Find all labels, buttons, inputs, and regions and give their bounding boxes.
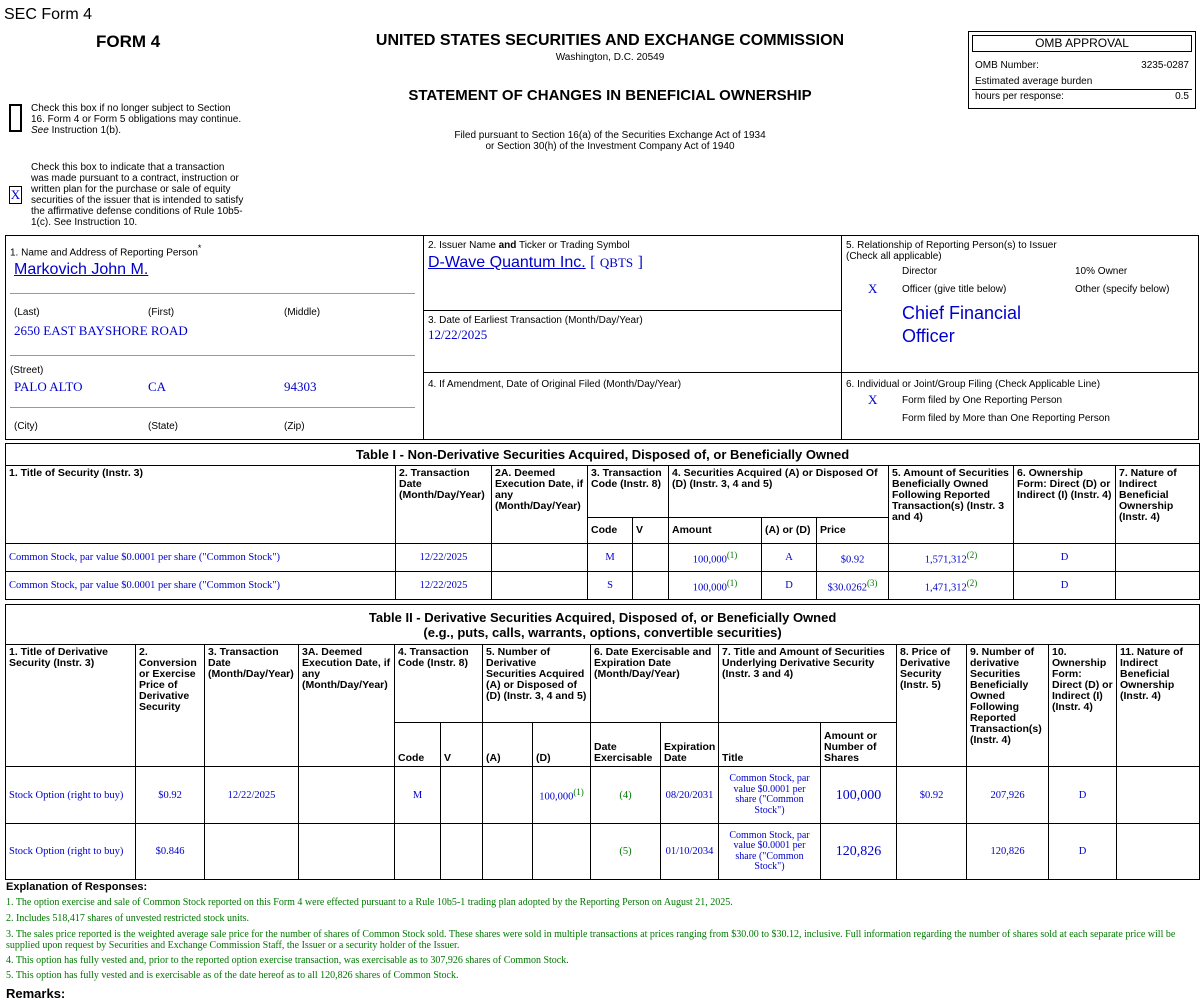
zip-value: 94303 (284, 379, 317, 394)
issuer-name-line: D-Wave Quantum Inc. [ QBTS ] (428, 254, 643, 271)
t2-h-conversion: 2. Conversion or Exercise Price of Derivative Security (136, 645, 205, 767)
t1-r2-aord: D (762, 572, 817, 600)
t1-h-amount-owned: 5. Amount of Securities Beneficially Owned Following Reported Transaction(s) (Instr. 3 and 4) (889, 466, 1014, 544)
t2-r2-owned: 120,826 (967, 824, 1049, 880)
agency-title: UNITED STATES SECURITIES AND EXCHANGE COMMISSION (375, 32, 845, 49)
statement-title: STATEMENT OF CHANGES IN BENEFICIAL OWNERSHIP (408, 87, 812, 104)
table-row (6, 767, 1200, 824)
table-1-title: Table I - Non-Derivative Securities Acquired, Disposed of, or Beneficially Owned (6, 444, 1200, 466)
filing-label: 6. Individual or Joint/Group Filing (Check Applicable Line) (846, 379, 1101, 390)
form-title: FORM 4 (96, 32, 161, 51)
filing-check-mark[interactable]: X (868, 392, 878, 407)
footnote-1: 1. The option exercise and sale of Common Stock reported on this Form 4 were effected pursuant to a Rule 10b5-1 trading plan adopted by the Reporting Person on August 21, 2025. (6, 897, 733, 908)
t2-sub-amount: Amount or Number of Shares (821, 723, 897, 767)
t1-r1-amount: 100,000$^{(1)}$ (669, 544, 762, 572)
state-value: CA (148, 379, 167, 394)
omb-hours-label: hours per response: (975, 91, 1064, 102)
earliest-date-label: 3. Date of Earliest Transaction (Month/Day/Year) (428, 315, 643, 326)
t1-r2-date: 12/22/2025 (396, 572, 492, 600)
t2-r1-price: $0.92 (136, 767, 205, 824)
ten-pct-owner-option: 10% Owner (1075, 266, 1128, 277)
t1-r2-owned: 1,471,312$^{(2)}$ (889, 572, 1014, 600)
t2-h-owned: 9. Number of derivative Securities Beneficially Owned Following Reported Transaction(s) (Instr. 4) (967, 645, 1049, 767)
remarks-heading: Remarks: (6, 986, 66, 1001)
t1-r2-form: D (1014, 572, 1116, 600)
t2-r2-underlying-amount: 120,826 (821, 824, 897, 880)
filing-one-person: Form filed by One Reporting Person (902, 395, 1063, 406)
t2-r1-underlying-amount: 100,000 (821, 767, 897, 824)
no-longer-subject-text: Check this box if no longer subject to Section 16. Form 4 or Form 5 obligations may continue. See Instruction 1(b). (31, 103, 242, 136)
t2-h-title: 1. Title of Derivative Security (Instr. 3) (6, 645, 136, 767)
t2-h-number: 5. Number of Derivative Securities Acquired (A) or Disposed of (D) (Instr. 3, 4 and 5) (483, 645, 591, 723)
table-1-non-derivative (5, 443, 1200, 600)
t2-r1-date: 12/22/2025 (205, 767, 299, 824)
t2-sub-exercisable: Date Exercisable (591, 723, 661, 767)
omb-burden-label: Estimated average burden (975, 76, 1093, 87)
footnote-4: 4. This option has fully vested and, prior to the reported option exercise transaction, was exercisable as to 307,926 shares of Common Stock. (6, 955, 569, 966)
omb-approval-box (968, 31, 1196, 109)
t1-r1-date: 12/22/2025 (396, 544, 492, 572)
t1-h-date: 2. Transaction Date (Month/Day/Year) (396, 466, 492, 544)
table-2-derivative (5, 604, 1200, 880)
street-value: 2650 EAST BAYSHORE ROAD (14, 323, 188, 338)
sec-form-label: SEC Form 4 (4, 6, 93, 23)
t2-h-code: 4. Transaction Code (Instr. 8) (395, 645, 483, 723)
t1-r2-amount: 100,000$^{(1)}$ (669, 572, 762, 600)
table-2-title: Table II - Derivative Securities Acquired, Disposed of, or Beneficially Owned (e.g., puts, calls, warrants, options, convertible securities) (6, 605, 1200, 645)
t1-sub-amount: Amount (669, 518, 762, 544)
t1-sub-v: V (633, 518, 669, 544)
t2-sub-a: (A) (483, 723, 533, 767)
city-value: PALO ALTO (14, 379, 83, 394)
city-label: (City) (14, 421, 38, 432)
state-label: (State) (148, 421, 179, 432)
agency-location: Washington, D.C. 20549 (555, 52, 665, 63)
t1-r2-price: $30.0262$^{(3)}$ (817, 572, 889, 600)
table-row (6, 572, 1200, 600)
t2-r2-price: $0.846 (136, 824, 205, 880)
t2-r2-exercisable: (5) (591, 824, 661, 880)
t2-r2-d (533, 824, 591, 880)
issuer-label: 2. Issuer Name and Ticker or Trading Symbol (428, 240, 630, 251)
t2-r1-code: M (395, 767, 441, 824)
t2-r1-deriv-price: $0.92 (897, 767, 967, 824)
t1-h-nature: 7. Nature of Indirect Beneficial Ownership (Instr. 4) (1116, 466, 1200, 544)
t2-sub-title: Title (719, 723, 821, 767)
t1-h-ownership-form: 6. Ownership Form: Direct (D) or Indirect (I) (Instr. 4) (1014, 466, 1116, 544)
t1-h-code: 3. Transaction Code (Instr. 8) (588, 466, 669, 518)
rule-10b5-1-checkbox[interactable]: X (10, 187, 21, 202)
relationship-label: 5. Relationship of Reporting Person(s) to Issuer (Check all applicable) (846, 240, 1057, 262)
filing-multiple-persons: Form filed by More than One Reporting Person (902, 413, 1110, 424)
t1-sub-price: Price (817, 518, 889, 544)
t1-r1-title: Common Stock, par value $0.0001 per share ("Common Stock") (6, 544, 396, 572)
omb-burden-value: 0.5 (1175, 91, 1189, 102)
t2-r1-exercisable: (4) (591, 767, 661, 824)
t2-r1-d: 100,000$^{(1)}$ (533, 767, 591, 824)
t2-r2-code (395, 824, 441, 880)
t2-h-exercisable: 6. Date Exercisable and Expiration Date (Month/Day/Year) (591, 645, 719, 723)
footnote-2: 2. Includes 518,417 shares of unvested restricted stock units. (6, 913, 250, 924)
t2-r1-expiration: 08/20/2031 (661, 767, 719, 824)
omb-number-label: OMB Number: (975, 60, 1039, 71)
t2-sub-d: (D) (533, 723, 591, 767)
middle-label: (Middle) (284, 307, 321, 318)
amendment-label: 4. If Amendment, Date of Original Filed (Month/Day/Year) (428, 379, 682, 390)
t2-sub-expiration: Expiration Date (661, 723, 719, 767)
reporting-person-name[interactable]: Markovich John M. (14, 261, 149, 278)
no-longer-subject-checkbox[interactable] (9, 104, 22, 132)
street-label: (Street) (10, 365, 44, 376)
t1-r2-title: Common Stock, par value $0.0001 per share ("Common Stock") (6, 572, 396, 600)
other-option: Other (specify below) (1075, 284, 1170, 295)
issuer-ticker: QBTS (599, 255, 634, 270)
t1-r1-owned: 1,571,312$^{(2)}$ (889, 544, 1014, 572)
t1-h-acquired: 4. Securities Acquired (A) or Disposed Of (D) (Instr. 3, 4 and 5) (669, 466, 889, 518)
t2-r1-title: Stock Option (right to buy) (6, 767, 136, 824)
issuer-name-link[interactable]: D-Wave Quantum Inc. (428, 254, 586, 271)
filed-pursuant: Filed pursuant to Section 16(a) of the Securities Exchange Act of 1934 or Section 30(h) of the Investment Company Act of 1940 (454, 130, 766, 152)
t1-h-deemed: 2A. Deemed Execution Date, if any (Month/Day/Year) (492, 466, 588, 544)
last-label: (Last) (14, 307, 40, 318)
t1-r1-code: M (588, 544, 633, 572)
t1-r2-code: S (588, 572, 633, 600)
t1-h-title: 1. Title of Security (Instr. 3) (6, 466, 396, 544)
t2-r2-title: Stock Option (right to buy) (6, 824, 136, 880)
t2-h-underlying: 7. Title and Amount of Securities Underlying Derivative Security (Instr. 3 and 4) (719, 645, 897, 723)
t1-r1-form: D (1014, 544, 1116, 572)
t1-r1-price: $0.92 (817, 544, 889, 572)
t2-h-date: 3. Transaction Date (Month/Day/Year) (205, 645, 299, 767)
officer-title: Chief Financial Officer (902, 303, 1022, 346)
officer-option: Officer (give title below) (902, 284, 1007, 295)
t2-h-nature: 11. Nature of Indirect Beneficial Ownership (Instr. 4) (1117, 645, 1200, 767)
omb-number-value: 3235-0287 (1141, 60, 1189, 71)
officer-check-mark[interactable]: X (868, 281, 878, 296)
director-option: Director (902, 266, 938, 277)
t2-h-form: 10. Ownership Form: Direct (D) or Indirect (I) (Instr. 4) (1049, 645, 1117, 767)
t2-r2-underlying-title: Common Stock, par value $0.0001 per share ("Common Stock") (719, 824, 821, 880)
t2-h-deemed: 3A. Deemed Execution Date, if any (Month/Day/Year) (299, 645, 395, 767)
t1-sub-code: Code (588, 518, 633, 544)
t2-h-price: 8. Price of Derivative Security (Instr. 5) (897, 645, 967, 767)
first-label: (First) (148, 307, 175, 318)
reporting-person-label: 1. Name and Address of Reporting Person* (10, 243, 202, 259)
t2-r2-expiration: 01/10/2034 (661, 824, 719, 880)
omb-title: OMB APPROVAL (972, 35, 1192, 52)
t2-r1-underlying-title: Common Stock, par value $0.0001 per share ("Common Stock") (719, 767, 821, 824)
footnote-5: 5. This option has fully vested and is exercisable as of the date hereof as to all 120,826 shares of Common Stock. (6, 970, 459, 981)
explanation-heading: Explanation of Responses: (6, 881, 148, 893)
zip-label: (Zip) (284, 421, 305, 432)
table-row (6, 824, 1200, 880)
t2-r1-form: D (1049, 767, 1117, 824)
table-row (6, 544, 1200, 572)
t2-r2-deriv-price (897, 824, 967, 880)
t2-sub-code: Code (395, 723, 441, 767)
footnote-3: 3. The sales price reported is the weighted average sale price for the number of shares of Common Stock sold. These shares were sold in multiple transactions at prices ranging from $30.00 to $30.12, inclusive. Full information regarding the number of shares sold at each separate price will be supplied upon request by Securities and Exchange Commission Staff, the Issuer or a security holder of the Issuer. (6, 929, 1176, 951)
t2-r2-date (205, 824, 299, 880)
rule-10b5-1-text: Check this box to indicate that a transaction was made pursuant to a contract, instruction or written plan for the purchase or sale of equity securities of the issuer that is intended to satisfy the affirmative defense conditions of Rule 10b5- 1(c). See Instruction 10. (31, 162, 244, 228)
t2-sub-v: V (441, 723, 483, 767)
earliest-date-value: 12/22/2025 (428, 327, 488, 342)
t2-r2-form: D (1049, 824, 1117, 880)
t1-r1-aord: A (762, 544, 817, 572)
t1-sub-aord: (A) or (D) (762, 518, 817, 544)
t2-r1-owned: 207,926 (967, 767, 1049, 824)
